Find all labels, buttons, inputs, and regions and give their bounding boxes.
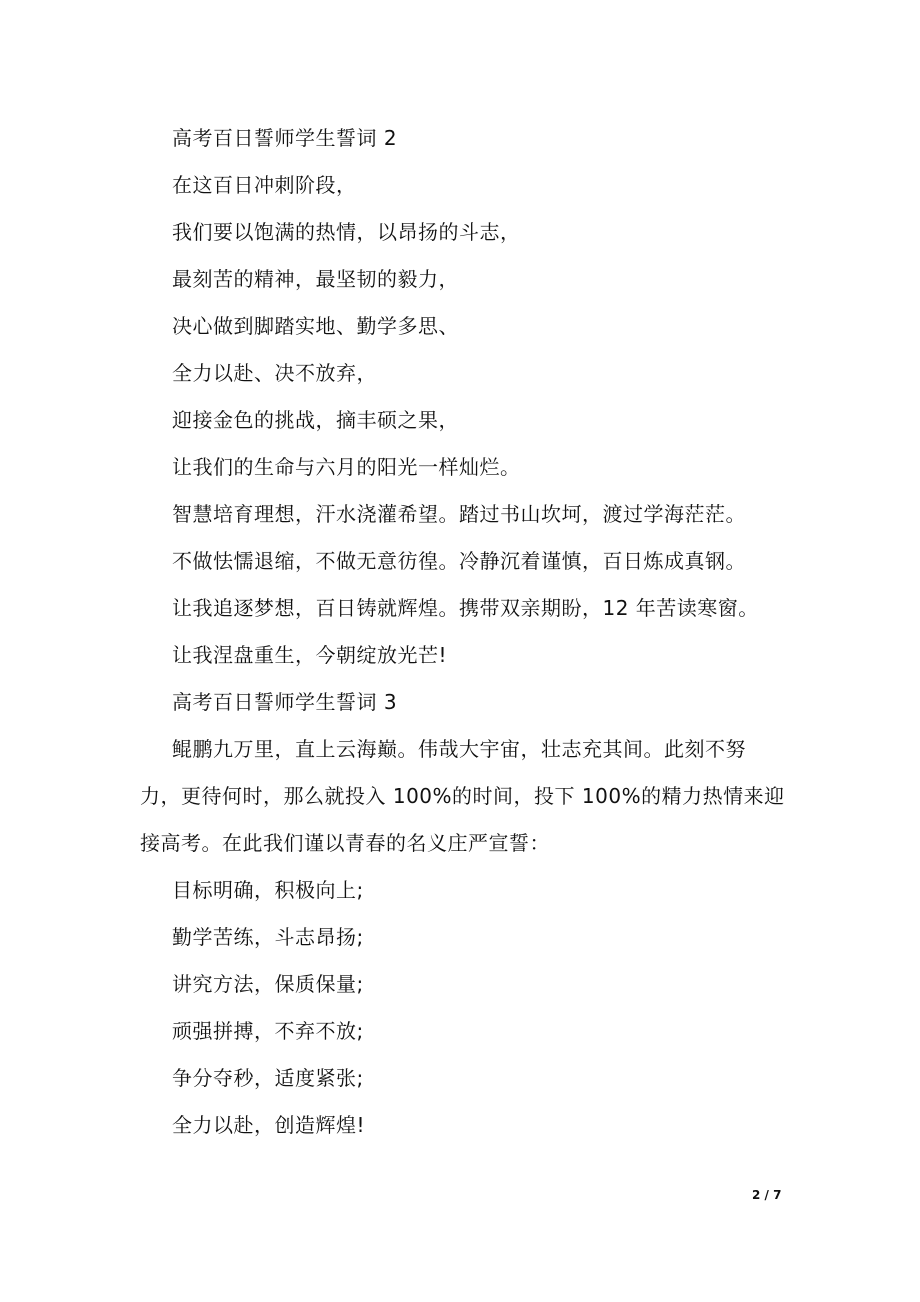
section-heading-2: 高考百日誓师学生誓词 2 — [172, 126, 398, 150]
text-line: 迎接金色的挑战，摘丰硕之果， — [172, 408, 459, 432]
text-line: 让我追逐梦想，百日铸就辉煌。携带双亲期盼，12 年苦读寒窗。 — [172, 596, 759, 620]
text-line: 不做怯懦退缩，不做无意彷徨。冷静沉着谨慎，百日炼成真钢。 — [172, 549, 746, 573]
text-line: 让我涅盘重生，今朝绽放光芒! — [172, 643, 448, 667]
oath-line: 争分夺秒，适度紧张; — [172, 1066, 364, 1090]
oath-line: 勤学苦练，斗志昂扬; — [172, 925, 364, 949]
paragraph-line: 接高考。在此我们谨以青春的名义庄严宣誓： — [140, 831, 550, 855]
text-line: 在这百日冲刺阶段， — [172, 173, 357, 197]
text-line: 最刻苦的精神，最坚韧的毅力， — [172, 267, 459, 291]
page-number: 2 / 7 — [752, 1188, 782, 1202]
text-line: 决心做到脚踏实地、勤学多思、 — [172, 314, 459, 338]
text-line: 让我们的生命与六月的阳光一样灿烂。 — [172, 455, 521, 479]
oath-line: 顽强拼搏，不弃不放; — [172, 1019, 364, 1043]
text-line: 全力以赴、决不放弃， — [172, 361, 377, 385]
section-heading-3: 高考百日誓师学生誓词 3 — [172, 690, 398, 714]
paragraph-line: 鲲鹏九万里，直上云海巅。伟哉大宇宙，壮志充其间。此刻不努 — [172, 737, 746, 761]
paragraph-line: 力，更待何时，那么就投入 100%的时间，投下 100%的精力热情来迎 — [140, 784, 785, 808]
oath-line: 讲究方法，保质保量; — [172, 972, 364, 996]
text-line: 智慧培育理想，汗水浇灌希望。踏过书山坎坷，渡过学海茫茫。 — [172, 502, 746, 526]
text-line: 我们要以饱满的热情，以昂扬的斗志， — [172, 220, 521, 244]
oath-line: 目标明确，积极向上; — [172, 878, 364, 902]
oath-line: 全力以赴，创造辉煌! — [172, 1113, 366, 1137]
